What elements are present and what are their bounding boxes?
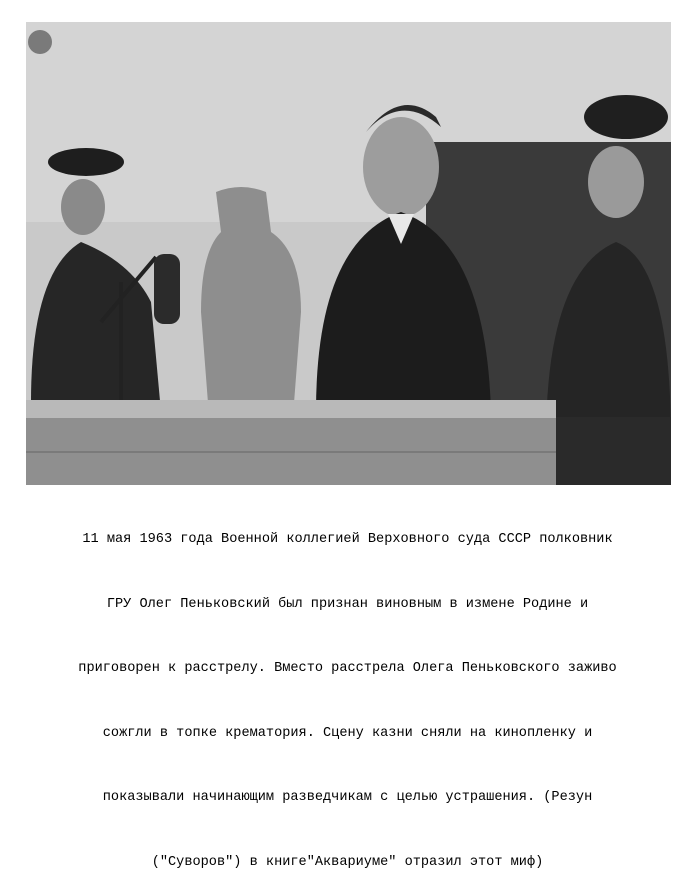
caption-line: 11 мая 1963 года Военной коллегией Верховного суда СССР полковник xyxy=(82,532,613,547)
photo-caption xyxy=(8,486,687,895)
caption-line: приговорен к расстрелу. Вместо расстрела Олега Пеньковского заживо xyxy=(78,661,617,676)
caption-line: ГРУ Олег Пеньковский был признан виновным в измене Родине и xyxy=(106,596,589,612)
caption-line: показывали начинающим разведчикам с целью устрашения. (Резун xyxy=(102,790,593,805)
caption-line: ("Суворов") в книге"Аквариуме" отразил этот миф) xyxy=(151,854,544,870)
courtroom-photo-icon xyxy=(26,22,671,485)
courtroom-photo xyxy=(26,22,671,485)
caption-line: сожгли в топке крематория. Сцену казни сняли на кинопленку и xyxy=(102,725,593,741)
